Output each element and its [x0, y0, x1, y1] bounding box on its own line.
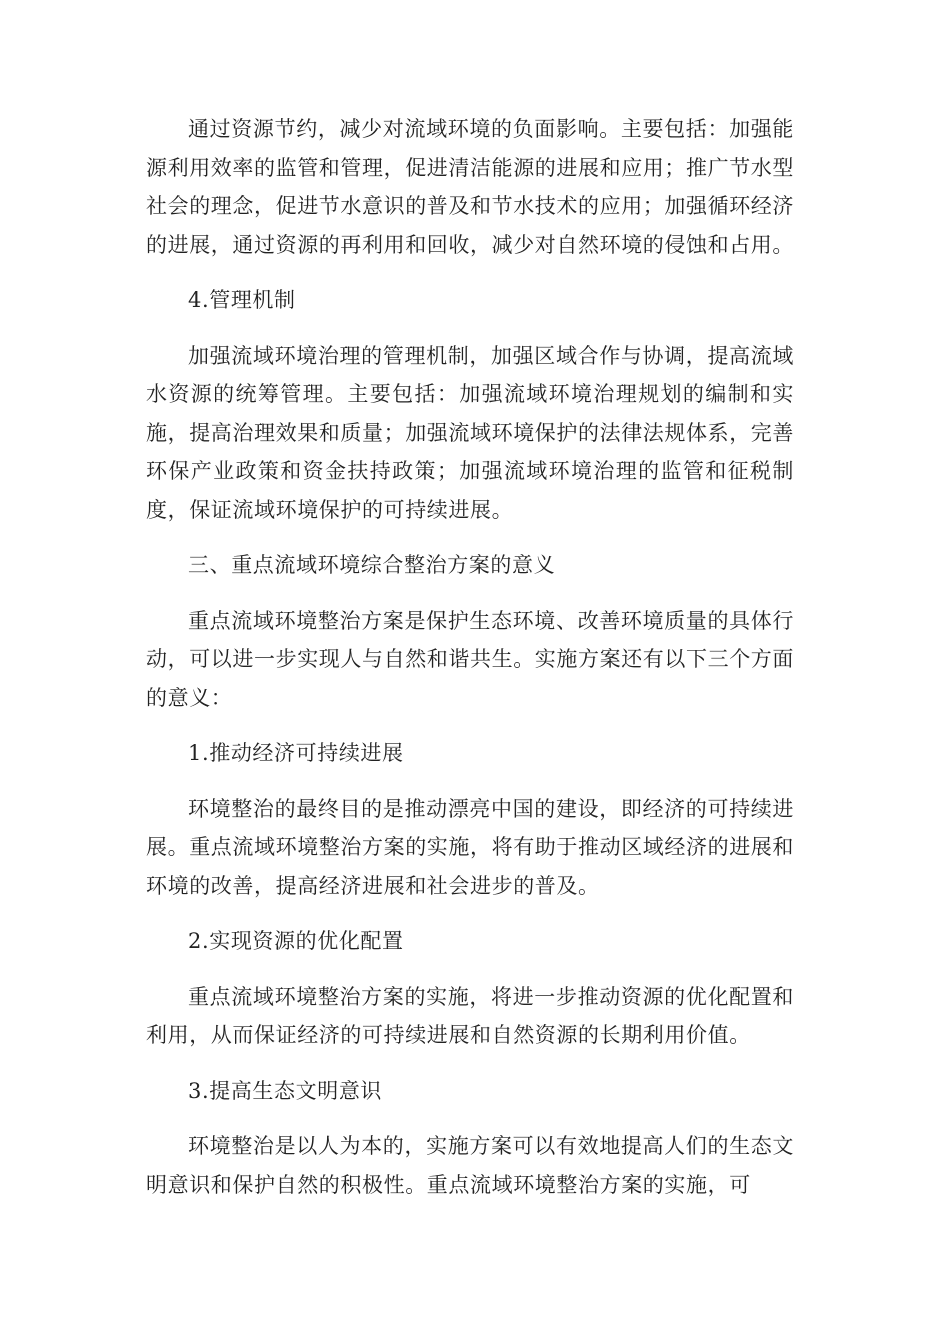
document-body: [146, 110, 794, 1221]
heading-ecological-awareness: 3.提高生态文明意识: [188, 1078, 383, 1103]
paragraph-significance-intro: 重点流域环境整治方案是保护生态环境、改善环境质量的具体行动，可以进一步实现人与自然和谐共生。实施方案还有以下三个方面的意义：: [146, 608, 794, 710]
heading-section-significance: 三、重点流域环境综合整治方案的意义: [188, 553, 556, 577]
heading-resource-allocation: 2.实现资源的优化配置: [188, 929, 404, 953]
paragraph-resource-allocation: 重点流域环境整治方案的实施，将进一步推动资源的优化配置和利用，从而保证经济的可持续进展和自然资源的长期利用价值。: [146, 984, 794, 1047]
paragraph-resource-saving: 通过资源节约，减少对流域环境的负面影响。主要包括：加强能源利用效率的监管和管理，促进清洁能源的进展和应用；推广节水型社会的理念，促进节水意识的普及和节水技术的应用；加强循环经济的进展，通过资源的再利用和回收，减少对自然环境的侵蚀和占用。: [146, 117, 794, 257]
heading-management-mechanism: 4.管理机制: [188, 288, 296, 312]
paragraph-management-mechanism: 加强流域环境治理的管理机制，加强区域合作与协调，提高流域水资源的统筹管理。主要包括：加强流域环境治理规划的编制和实施，提高治理效果和质量；加强流域环境保护的法律法规体系，完善环保产业政策和资金扶持政策；加强流域环境治理的监管和征税制度，保证流域环境保护的可持续进展。: [146, 343, 794, 522]
paragraph-sustainable-economy: 环境整治的最终目的是推动漂亮中国的建设，即经济的可持续进展。重点流域环境整治方案的实施，将有助于推动区域经济的进展和环境的改善，提高经济进展和社会进步的普及。: [146, 796, 794, 898]
heading-sustainable-economy: 1.推动经济可持续进展: [188, 741, 404, 765]
paragraph-ecological-awareness: 环境整治是以人为本的，实施方案可以有效地提高人们的生态文明意识和保护自然的积极性。重点流域环境整治方案的实施，可: [146, 1134, 794, 1197]
